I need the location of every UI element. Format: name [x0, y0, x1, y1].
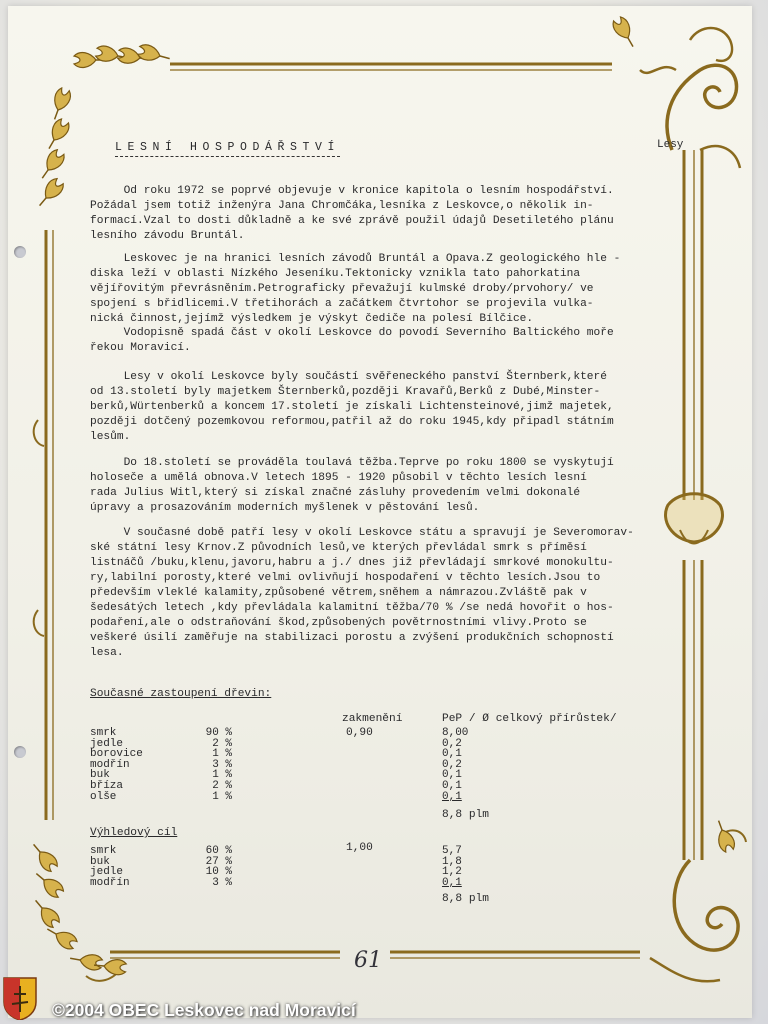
- current-species-list: [90, 728, 143, 802]
- current-increment-list: [442, 728, 468, 802]
- increment-value: 0,2: [442, 737, 462, 750]
- species-name: modřín: [90, 876, 130, 889]
- species-percent: 90 %: [205, 727, 232, 739]
- species-name: smrk: [90, 845, 117, 857]
- current-species-heading: Současné zastoupení dřevin:: [90, 688, 272, 700]
- current-percent-list: [198, 728, 232, 802]
- species-name: jedle: [90, 737, 124, 750]
- species-name: bříza: [90, 779, 124, 792]
- paragraph: V současné době patří lesy v okolí Leskovce státu a spravují je Severomorav- ské státní lesy Krnov.Z původních lesů,ve kterých převládal smrk s příměsí listnáčů /buku,klenu,javoru,habru a j./ dnes již převládají smrkové monokultu- ry,labilní porosty,které velmi ovlivňují hospodaření v těchto lesích.Jsou to především vleklé kalamity,způsobené větrem,sněhem a námrazou.Zvláště pak v šedesátých letech ,kdy převládala kalamitní těžba/70 % /se nedá hovořit o hos- podaření,ale o odstraňování škod,způsobených povětrnostními vlivy.Proto se veškeré úsilí zaměřuje na stabilizaci porostu a zvýšení produkčních schopností lesa.: [90, 527, 634, 659]
- page-title: LESNÍ HOSPODÁŘSTVÍ: [115, 140, 340, 157]
- species-name: smrk: [90, 727, 117, 739]
- target-total: 8,8 plm: [442, 893, 489, 905]
- species-percent: 60 %: [205, 845, 232, 857]
- paragraph: Leskovec je na hranici lesních závodů Bruntál a Opava.Z geologického hle - diska leží v oblasti Nízkého Jeseníku.Tektonicky vznikla tato pahorkatina vějířovitým převrásněním.Petrograficky převažují kulmské droby/prvohory/ ve spojení s břidlicemi.V třetihorách a začátkem čtvrtohor se projevila vulka- nická činnost,jejímž výsledkem je výskyt čediče na polesí Bílčice.: [90, 253, 621, 325]
- target-percent-list: [198, 846, 232, 888]
- increment-value: 0,1: [442, 769, 462, 782]
- increment-column-header: PeP / Ø celkový přírůstek/: [442, 713, 617, 725]
- paragraph: Lesy v okolí Leskovce byly součástí svěřeneckého panství Šternberk,které od 13.století byly majetkem Šternberků,později Kravařů,Berků z Dubé,Minster- berků,Würtenberků a koncem 17.století je získali Lichtensteinové,jimž majetek, později dotčený pozemkovou reformou,patřil až do roku 1945,kdy připadl státním lesům.: [90, 371, 614, 443]
- paragraph: Do 18.století se prováděla toulavá těžba.Teprve po roku 1800 se vyskytují holoseče a umělá obnova.V letech 1895 - 1920 působil v těchto lesích lesní rada Julius Witl,který si získal značné zásluhy provedením velmi dokonalé úpravy a prosazováním moderních myšlenek v pěstování lesů.: [90, 457, 614, 514]
- increment-value: 1,2: [442, 866, 462, 879]
- increment-value: 0,2: [442, 758, 462, 771]
- copyright-watermark: ©2004 OBEC Leskovec nad Moravicí: [52, 1000, 356, 1020]
- species-name: buk: [90, 855, 110, 868]
- species-percent: 10 %: [205, 866, 232, 879]
- species-percent: 1 %: [212, 769, 232, 782]
- current-total: 8,8 plm: [442, 809, 489, 821]
- species-name: olše: [90, 790, 117, 803]
- species-name: buk: [90, 769, 110, 782]
- target-stocking-value: 1,00: [346, 842, 373, 854]
- target-increment-list: [442, 846, 462, 888]
- species-name: borovice: [90, 748, 143, 761]
- page-number: 61: [354, 948, 382, 973]
- paragraph: Od roku 1972 se poprvé objevuje v kronice kapitola o lesním hospodářství. Požádal jsem totiž inženýra Jana Chromčáka,lesníka z Leskovce,o několik in- formací.Vzal to dosti důkladně a ke své zprávě použil údajů Desetiletého plánu lesního závodu Bruntál.: [90, 185, 614, 242]
- species-percent: 3 %: [212, 876, 232, 889]
- category-label: Lesy: [657, 139, 684, 151]
- species-percent: 2 %: [212, 779, 232, 792]
- increment-value: 5,7: [442, 845, 462, 857]
- paragraph: Vodopisně spadá část v okolí Leskovce do povodí Severního Baltického moře řekou Moravicí.: [90, 327, 614, 354]
- species-name: modřín: [90, 758, 130, 771]
- increment-value: 0,1: [442, 748, 462, 761]
- stocking-column-header: zakmenění: [342, 713, 403, 725]
- target-heading: Výhledový cíl: [90, 827, 178, 839]
- species-percent: 3 %: [212, 758, 232, 771]
- municipality-crest-icon: [2, 976, 38, 1020]
- target-species-list: [90, 846, 130, 888]
- increment-value: 0,1: [442, 876, 462, 889]
- current-stocking-value: 0,90: [346, 727, 373, 739]
- species-name: jedle: [90, 866, 124, 879]
- increment-value: 0,1: [442, 790, 462, 803]
- increment-value: 8,00: [442, 727, 469, 739]
- increment-value: 0,1: [442, 779, 462, 792]
- species-percent: 2 %: [212, 737, 232, 750]
- species-percent: 1 %: [212, 790, 232, 803]
- species-percent: 1 %: [212, 748, 232, 761]
- increment-value: 1,8: [442, 855, 462, 868]
- species-percent: 27 %: [205, 855, 232, 868]
